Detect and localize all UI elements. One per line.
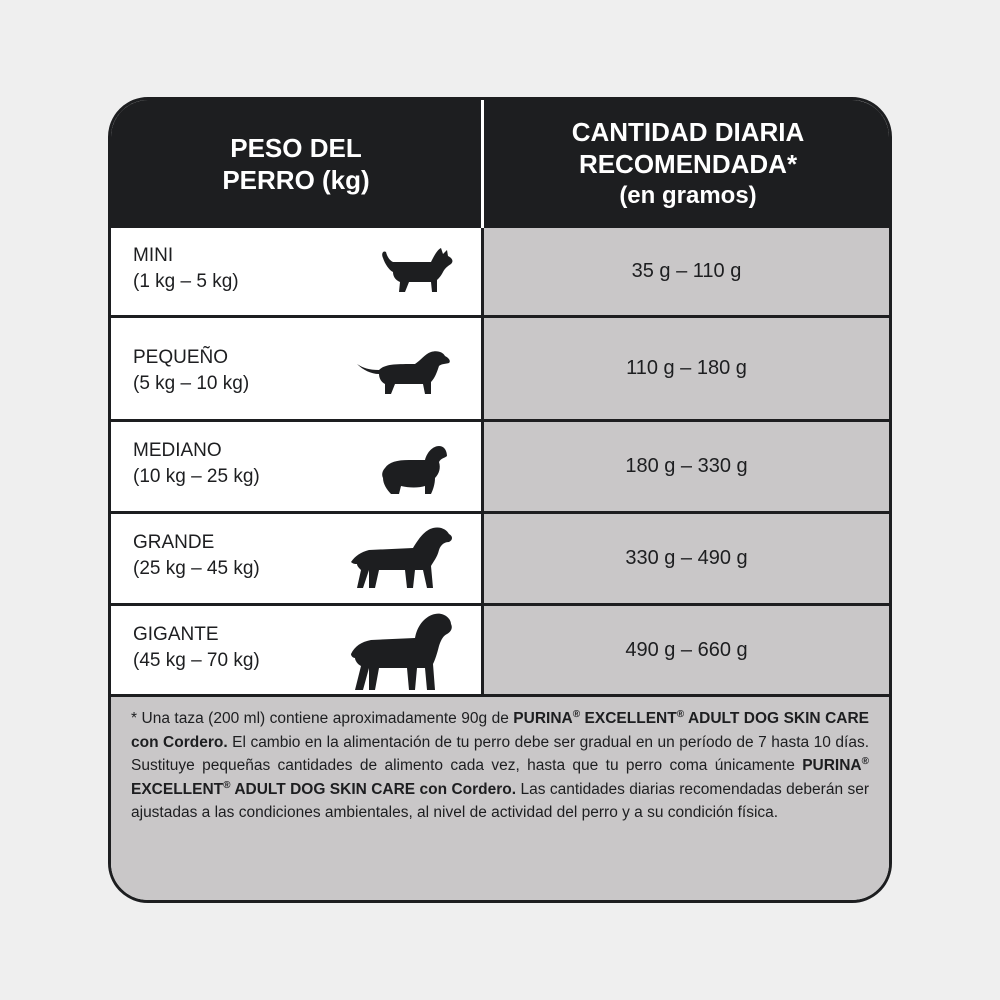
header-left-line2: PERRO (kg) <box>222 165 370 195</box>
size-label <box>133 530 260 582</box>
footnote <box>111 697 889 903</box>
retriever-icon <box>349 522 455 594</box>
brand-purina: PURINA <box>802 757 862 774</box>
weight-cell <box>111 228 481 315</box>
table-row <box>111 606 889 697</box>
size-range: (1 kg – 5 kg) <box>133 271 239 292</box>
amount-cell: 110 g – 180 g <box>484 318 889 419</box>
weight-cell <box>111 606 481 694</box>
size-name: GIGANTE <box>133 624 219 645</box>
weight-cell <box>111 422 481 511</box>
header-right-line3: (en gramos) <box>619 182 757 209</box>
header-dog-weight <box>111 100 481 228</box>
dachshund-icon <box>355 348 453 398</box>
header-right-line1: CANTIDAD DIARIA <box>571 117 805 147</box>
header-daily-amount <box>484 100 892 228</box>
size-label <box>133 622 260 674</box>
size-name: MEDIANO <box>133 440 222 461</box>
brand-excellent: EXCELLENT <box>580 710 677 727</box>
size-label <box>133 438 260 490</box>
table-header <box>111 100 889 228</box>
size-range: (10 kg – 25 kg) <box>133 466 260 487</box>
size-range: (45 kg – 70 kg) <box>133 650 260 671</box>
size-range: (5 kg – 10 kg) <box>133 373 250 394</box>
registered-mark: ® <box>861 755 869 767</box>
rottweiler-icon <box>347 610 455 694</box>
weight-cell <box>111 514 481 603</box>
brand-purina: PURINA <box>513 710 573 727</box>
table-row <box>111 228 889 318</box>
footnote-text-1: * Una taza (200 ml) contiene aproximadamente 90g de <box>131 710 514 727</box>
product-name: ADULT DOG SKIN CARE con Cordero. <box>230 780 517 798</box>
header-left-line1: PESO DEL <box>230 133 362 163</box>
amount-cell: 490 g – 660 g <box>484 606 889 694</box>
footnote-text-3: Las cantidades diarias recomendadas deberán ser ajustadas a las condiciones ambientales, al nivel de actividad del perro y a su condición física. <box>131 780 869 821</box>
size-label <box>133 345 249 397</box>
feeding-table <box>108 97 892 903</box>
header-right-line2: RECOMENDADA* <box>578 149 798 179</box>
footnote-text-2: El cambio en la alimentación de tu perro debe ser gradual en un período de 7 hasta 10 días. Sustituye pequeñas cantidades de alimento cada vez, hasta que tu perro coma únicamente <box>131 733 869 774</box>
amount-cell: 180 g – 330 g <box>484 422 889 511</box>
size-name: PEQUEÑO <box>133 347 229 368</box>
small-dog-icon <box>379 246 455 296</box>
size-name: MINI <box>133 245 174 266</box>
table-row <box>111 514 889 606</box>
registered-mark: ® <box>572 708 581 720</box>
registered-mark: ® <box>223 779 231 791</box>
size-label <box>133 243 239 295</box>
amount-cell: 35 g – 110 g <box>484 228 889 315</box>
table-row <box>111 318 889 422</box>
size-range: (25 kg – 45 kg) <box>133 558 260 579</box>
table-row <box>111 422 889 514</box>
amount-cell: 330 g – 490 g <box>484 514 889 603</box>
product-name: ADULT DOG SKIN CARE con Cordero. <box>131 710 869 751</box>
spaniel-icon <box>379 444 449 500</box>
registered-mark: ® <box>676 708 685 720</box>
weight-cell <box>111 318 481 419</box>
brand-excellent: EXCELLENT <box>131 780 224 798</box>
size-name: GRANDE <box>133 532 215 553</box>
